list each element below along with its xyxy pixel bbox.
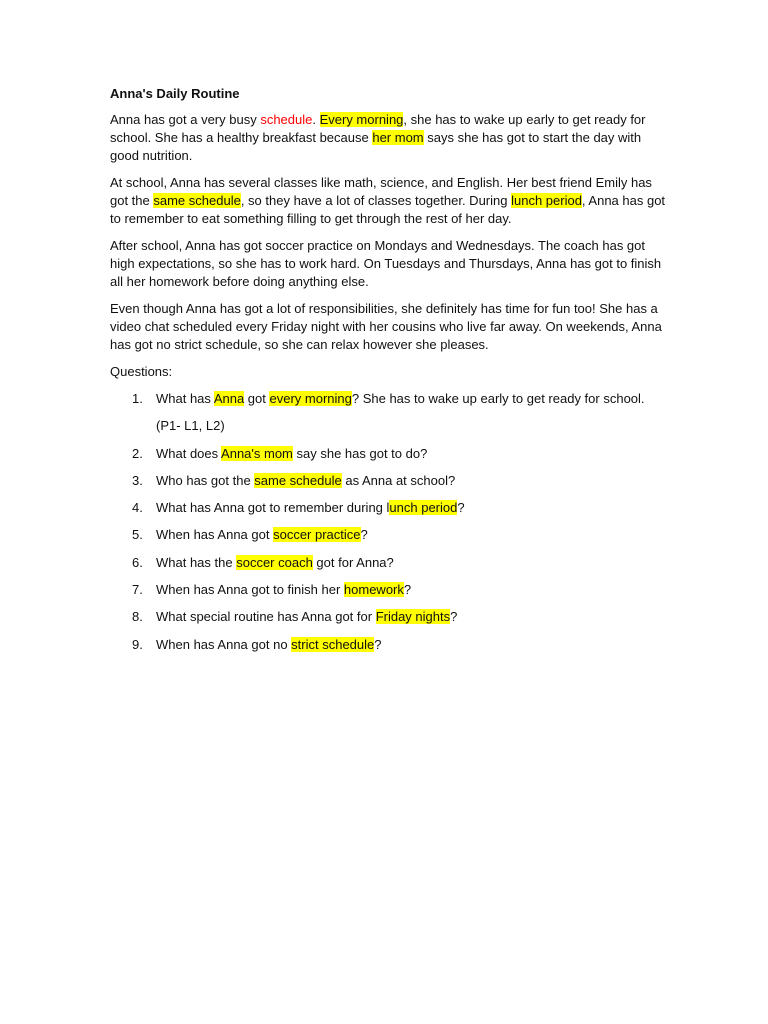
- highlighted-phrase: soccer coach: [236, 554, 313, 570]
- paragraph-2: [110, 174, 666, 228]
- highlighted-phrase: strict schedule: [291, 636, 375, 652]
- text-run: ? She has to wake up early to get ready for school.: [351, 391, 645, 406]
- document-body: [110, 85, 666, 663]
- document-title: Anna's Daily Routine: [110, 86, 240, 101]
- highlighted-phrase: soccer practice: [273, 527, 361, 543]
- text-run: say she has got to do?: [292, 445, 428, 461]
- question-item: [110, 526, 666, 544]
- question-item: [110, 554, 666, 572]
- text-run: Who has got the: [156, 472, 255, 488]
- text-run: Anna has got a very busy: [110, 112, 261, 127]
- paragraph-4: [110, 300, 666, 354]
- red-text-phrase: schedule: [260, 112, 313, 127]
- text-run: ?: [457, 500, 465, 516]
- text-run: When has Anna got: [156, 527, 274, 543]
- text-run: What does: [156, 445, 222, 461]
- question-item: [110, 445, 666, 463]
- text-run: ?: [374, 636, 382, 652]
- text-run: When has Anna got to finish her: [156, 582, 344, 598]
- text-run: got: [244, 391, 270, 406]
- text-run: What special routine has Anna got for: [156, 609, 376, 625]
- text-run: At school, Anna has several classes like math, science, and English. Her best friend Emily has got the: [110, 175, 652, 208]
- highlighted-phrase: lunch period: [511, 193, 582, 208]
- text-run: When has Anna got no: [156, 636, 292, 652]
- questions-list: [110, 390, 666, 654]
- text-run: After school, Anna has got soccer practice on Mondays and Wednesdays. The coach has got high expectations, so she has to work hard. On Tuesdays and Thursdays, Anna has got to finish all her homework before doing anything else.: [110, 238, 662, 289]
- text-run: What has Anna got to remember during l: [156, 500, 390, 516]
- question-number: 6.: [132, 554, 143, 570]
- text-run: .: [312, 112, 320, 127]
- text-run: ?: [450, 609, 458, 625]
- question-number: 9.: [132, 636, 143, 652]
- questions-heading: Questions:: [110, 364, 173, 379]
- highlighted-phrase: same schedule: [254, 472, 342, 488]
- question-number: 4.: [132, 500, 143, 516]
- reading-passage: [110, 111, 666, 354]
- text-run: Even though Anna has got a lot of responsibilities, she definitely has time for fun too! She has a video chat scheduled every Friday night with her cousins who live far away. On weekends, Anna has got no strict schedule, so she can relax however she pleases.: [110, 301, 662, 352]
- question-reference: (P1- L1, L2): [156, 418, 225, 434]
- highlighted-phrase: Anna's mom: [221, 445, 293, 461]
- text-run: What has: [156, 391, 214, 406]
- paragraph-3: [110, 237, 666, 291]
- question-item: [110, 390, 666, 408]
- highlighted-phrase: Anna: [213, 391, 245, 406]
- text-run: ?: [403, 582, 412, 598]
- question-item: [110, 636, 666, 654]
- highlighted-phrase: every morning: [269, 391, 352, 406]
- text-run: , so they have a lot of classes together. During: [240, 193, 512, 208]
- question-number: 1.: [132, 391, 143, 406]
- highlighted-phrase: her mom: [372, 130, 424, 145]
- text-run: got for Anna?: [312, 554, 394, 570]
- question-item: [110, 472, 666, 490]
- highlighted-phrase: Every morning: [319, 112, 404, 127]
- text-run: says she has got to start the day with good nutrition.: [110, 130, 642, 163]
- highlighted-phrase: Friday nights: [375, 609, 451, 625]
- highlighted-phrase: unch period: [389, 500, 458, 516]
- question-number: 5.: [132, 527, 143, 543]
- highlighted-phrase: same schedule: [153, 193, 241, 208]
- question-number: 2.: [132, 445, 143, 461]
- text-run: , Anna has got to remember to eat something filling to get through the rest of her day.: [110, 193, 666, 226]
- question-number: 8.: [132, 609, 143, 625]
- text-run: What has the: [156, 554, 237, 570]
- question-item: [110, 581, 666, 599]
- question-number: 7.: [132, 582, 143, 598]
- highlighted-phrase: homework: [343, 582, 404, 598]
- question-number: 3.: [132, 472, 143, 488]
- text-run: as Anna at school?: [341, 472, 456, 488]
- question-item: [110, 499, 666, 517]
- text-run: , she has to wake up early to get ready for school. She has a healthy breakfast because: [110, 112, 646, 145]
- text-run: ?: [360, 527, 368, 543]
- paragraph-1: [110, 111, 666, 165]
- question-item: [110, 608, 666, 626]
